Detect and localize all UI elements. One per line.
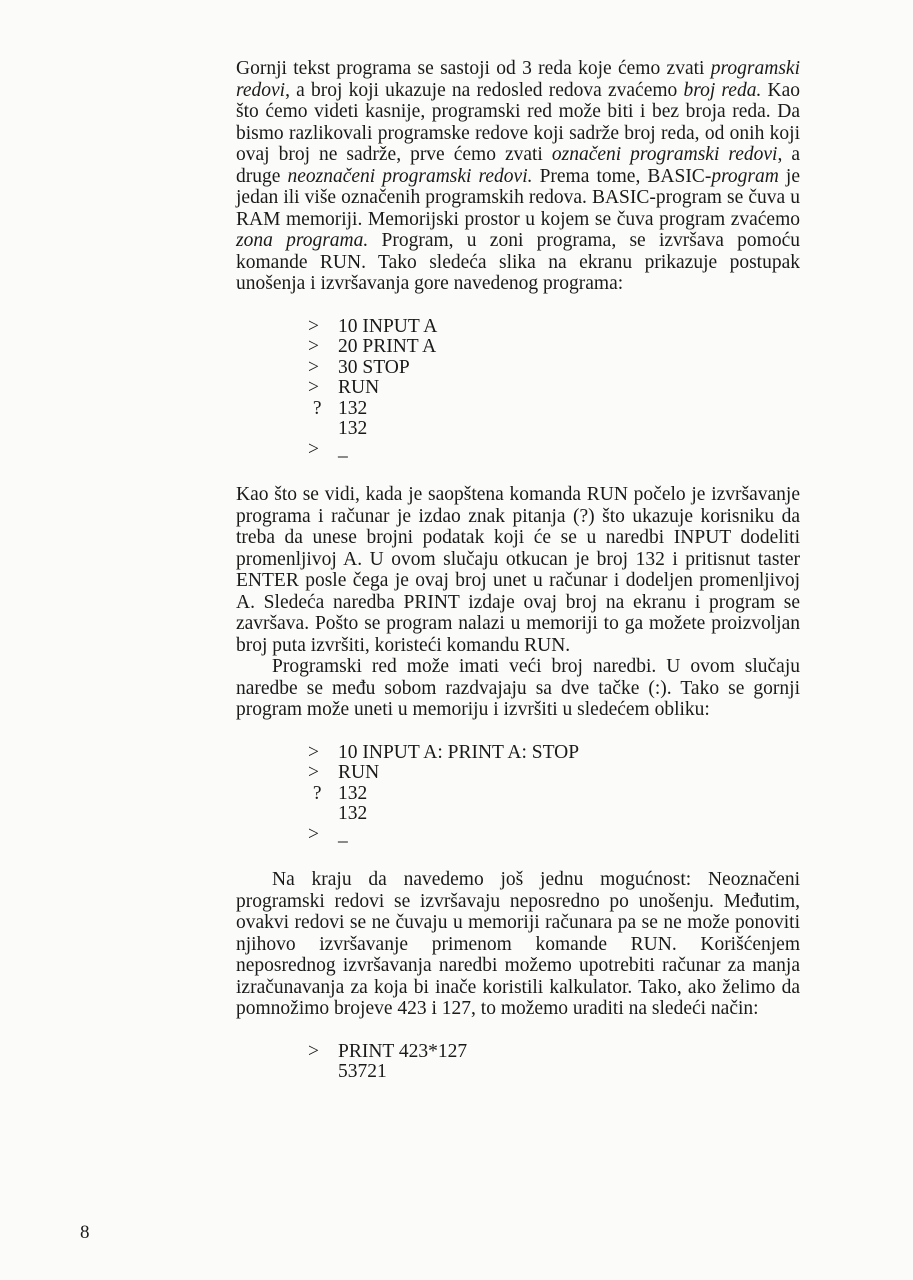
code-line xyxy=(308,743,800,764)
code-text: 132 xyxy=(338,397,368,419)
code-line xyxy=(308,399,800,420)
italic-term: označeni programski redovi xyxy=(551,144,778,165)
code-line xyxy=(308,825,800,846)
code-text: 132 xyxy=(338,803,368,824)
code-text: PRINT 423*127 xyxy=(338,1040,468,1062)
code-line xyxy=(308,784,800,805)
prompt-symbol xyxy=(308,419,338,440)
code-listing-one-line xyxy=(308,743,800,846)
code-text: 30 STOP xyxy=(338,356,410,378)
prompt-symbol: ? xyxy=(308,397,322,419)
text-run: Kao što ćemo videti kasnije, programski red može biti i bez broja reda. Da bismo razlikovali programske redove koji sadrže broj reda, od onih koji ovaj broj ne sadrže, prve ćemo zvati xyxy=(236,79,800,165)
code-line xyxy=(308,358,800,379)
italic-term: program xyxy=(711,165,779,187)
code-line xyxy=(308,1062,800,1083)
prompt-symbol: ? xyxy=(308,782,322,804)
prompt-symbol xyxy=(308,804,338,825)
prompt-symbol: > xyxy=(308,377,319,398)
code-line xyxy=(308,1042,800,1063)
prompt-symbol: > xyxy=(308,336,319,357)
code-text: RUN xyxy=(338,377,380,398)
text-run: , a druge xyxy=(236,144,801,187)
prompt-symbol: > xyxy=(308,823,319,845)
prompt-symbol: > xyxy=(308,741,319,763)
code-text: 20 PRINT A xyxy=(338,336,437,357)
code-line xyxy=(308,440,800,461)
code-line xyxy=(308,378,800,399)
paragraph-vise-naredbi: Programski red može imati veći broj naredbi. U ovom slučaju naredbe se među sobom razdvajaju sa dve tačke (:). Tako se gornji program može uneti u memoriju i izvršiti u sledećem obliku: xyxy=(236,656,800,720)
italic-term: broj reda. xyxy=(683,79,762,101)
code-line xyxy=(308,317,800,338)
paragraph-izvrsavanje: Kao što se vidi, kada je saopštena komanda RUN počelo je izvršavanje programa i računar je izdao znak pitanja (?) što ukazuje korisniku da treba da unese brojni podatak koji će se u naredbi INPUT dodeliti promenljivoj A. U ovom slučaju otkucan je broj 132 i pritisnut taster ENTER posle čega je ovaj broj unet u računar i dodeljen promenljivoj A. Sledeća naredba PRINT izdaje ovaj broj na ekranu i program se završava. Pošto se program nalazi u memoriji to ga možete proizvoljan broj puta izvršiti, koristeći komandu RUN. xyxy=(236,484,800,656)
italic-term: programski redovi xyxy=(236,58,800,101)
code-listing-input-print xyxy=(308,317,800,461)
code-line xyxy=(308,337,800,358)
code-text: RUN xyxy=(338,762,380,783)
text-run: , a broj koji ukazuje na redosled redova zvaćemo xyxy=(285,79,684,101)
code-line xyxy=(308,419,800,440)
paragraph-programski-redovi xyxy=(236,58,800,295)
page-number: 8 xyxy=(80,1222,90,1243)
code-text: _ xyxy=(338,438,348,460)
text-column xyxy=(236,58,800,1083)
italic-term: neoznačeni programski redovi. xyxy=(287,165,533,187)
code-line xyxy=(308,804,800,825)
prompt-symbol: > xyxy=(308,762,319,783)
text-run: Prema tome, BASIC- xyxy=(532,165,712,187)
prompt-symbol: > xyxy=(308,1040,319,1062)
text-run: Gornji tekst programa se sastoji od 3 reda koje ćemo zvati xyxy=(236,58,711,79)
paragraph-neposredno: Na kraju da navedemo još jednu mogućnost: Neoznačeni programski redovi se izvršavaju neposredno po unošenju. Međutim, ovakvi redovi se ne čuvaju u memoriji računara pa se ne može ponoviti njihovo izvršavanje primenom komande RUN. Korišćenjem neposrednog izvršavanja naredbi možemo upotrebiti računar za manja izračunavanja za koja bi inače koristili kalkulator. Tako, ako želimo da pomnožimo brojeve 423 i 127, to možemo uraditi na sledeći način: xyxy=(236,869,800,1019)
code-text: _ xyxy=(338,823,348,845)
prompt-symbol: > xyxy=(308,315,319,337)
prompt-symbol: > xyxy=(308,356,319,378)
code-text: 132 xyxy=(338,782,368,804)
text-run: Program, u zoni programa, se izvršava pomoću komande RUN. Tako sledeća slika na ekranu prikazuje postupak unošenja i izvršavanja gore navedenog programa: xyxy=(236,230,801,294)
code-text: 132 xyxy=(338,418,368,439)
code-text: 10 INPUT A: PRINT A: STOP xyxy=(338,741,580,763)
code-listing-print-multiply xyxy=(308,1042,800,1083)
prompt-symbol: > xyxy=(308,438,319,460)
text-run: je jedan ili više označenih programskih redova. BASIC-program se čuva u RAM memoriji. Memorijski prostor u kojem se čuva program zvaćemo xyxy=(236,165,800,230)
code-text: 53721 xyxy=(338,1061,387,1082)
italic-term: zona programa. xyxy=(236,230,369,251)
code-text: 10 INPUT A xyxy=(338,315,438,337)
prompt-symbol xyxy=(308,1062,338,1083)
code-line xyxy=(308,763,800,784)
